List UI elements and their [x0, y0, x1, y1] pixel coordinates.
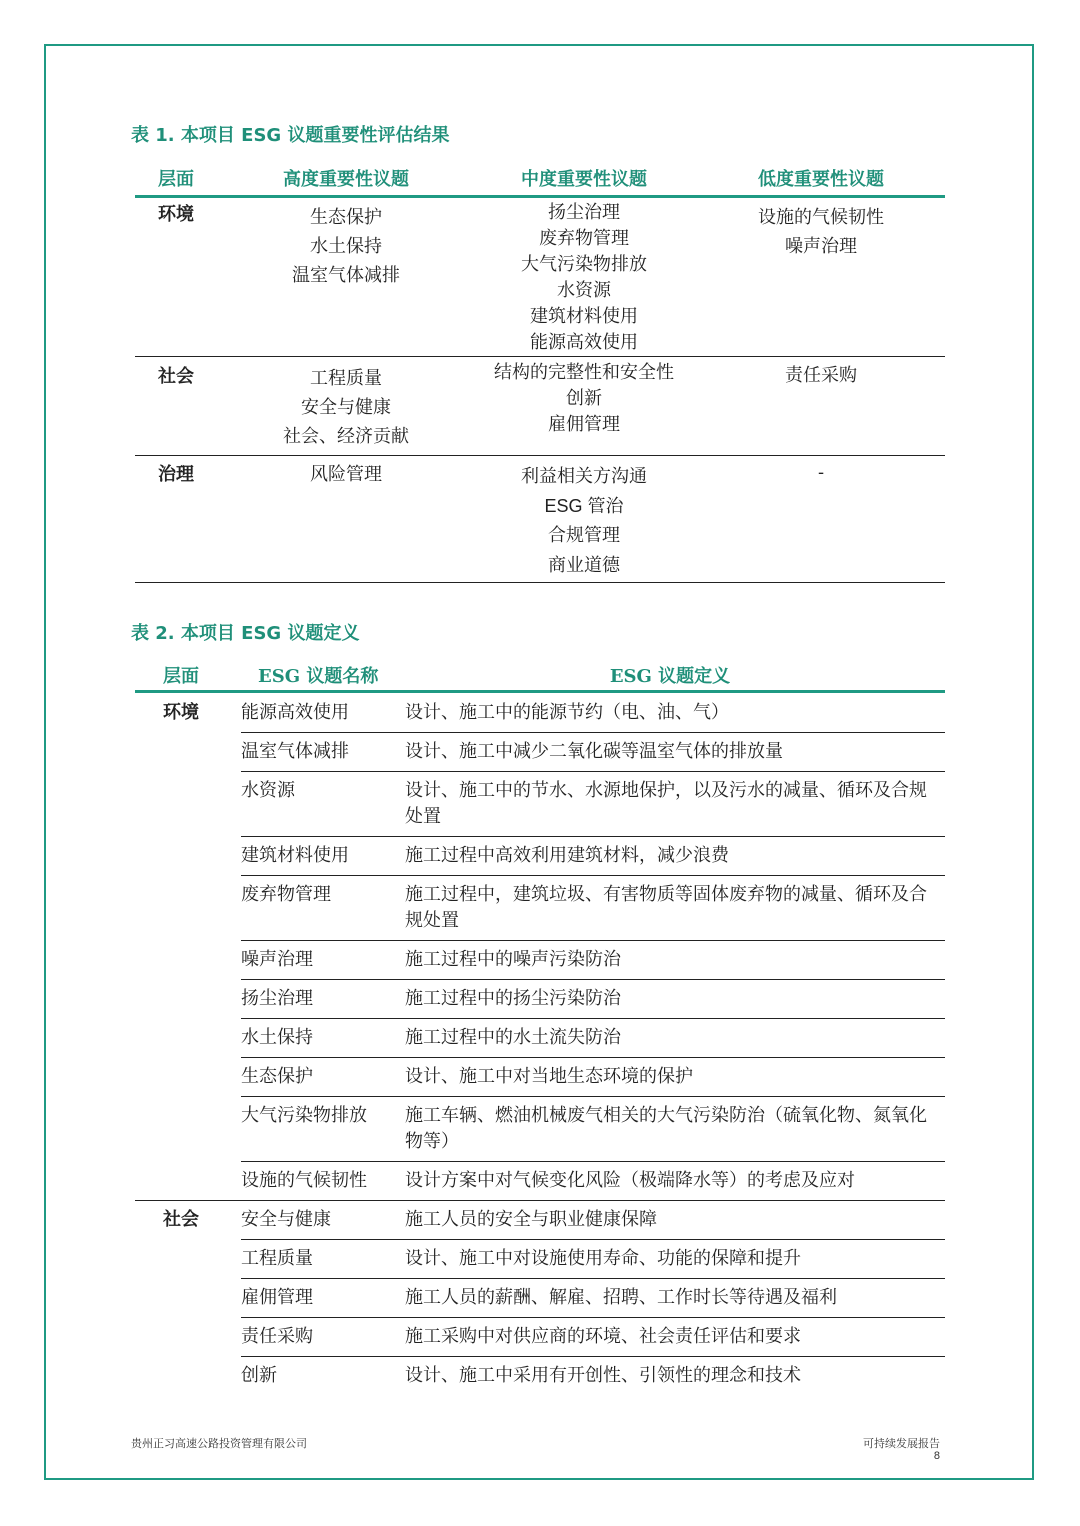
- t2-topic-definition: 设计、施工中对设施使用寿命、功能的保障和提升: [405, 1248, 801, 1269]
- t2-row-divider: [241, 1278, 945, 1279]
- t1-row-divider: [135, 356, 945, 357]
- t1-header-dimension: 层面: [158, 169, 194, 190]
- topic: 雇佣管理: [548, 414, 620, 435]
- t2-topic-definition: 施工人员的安全与职业健康保障: [405, 1209, 657, 1230]
- t2-topic-definition: 施工过程中的水土流失防治: [405, 1027, 621, 1048]
- topic: 商业道德: [548, 554, 620, 576]
- t2-row-divider: [241, 1161, 945, 1162]
- t2-topic-name: 生态保护: [241, 1066, 313, 1087]
- t2-topic-definition: 施工过程中高效利用建筑材料，减少浪费: [405, 845, 729, 866]
- t2-topic-name: 责任采购: [241, 1326, 313, 1347]
- t2-row-divider: [241, 771, 945, 772]
- t1-header-rule: [135, 195, 945, 198]
- topic: 工程质量: [310, 368, 382, 389]
- t1-high-cell: [246, 364, 446, 451]
- topic: 扬尘治理: [548, 202, 620, 223]
- t2-dimension: 社会: [163, 1209, 199, 1230]
- t2-row-divider: [241, 1317, 945, 1318]
- table1-caption: 表 1. 本项目 ESG 议题重要性评估结果: [131, 125, 450, 146]
- t2-row-divider: [241, 940, 945, 941]
- t2-topic-name: 创新: [241, 1365, 277, 1386]
- t2-topic-definition: 设计、施工中采用有开创性、引领性的理念和技术: [405, 1365, 801, 1386]
- t1-header-low: 低度重要性议题: [758, 169, 884, 190]
- t1-dimension: 环境: [158, 204, 194, 225]
- t2-topic-definition: 施工过程中的扬尘污染防治: [405, 988, 621, 1009]
- t2-topic-name: 扬尘治理: [241, 988, 313, 1009]
- t2-topic-name: 水资源: [241, 780, 295, 801]
- t2-topic-name: 雇佣管理: [241, 1287, 313, 1308]
- topic: 社会、经济贡献: [283, 426, 409, 447]
- t1-low-cell: [721, 363, 921, 389]
- t1-medium-cell: [484, 462, 684, 580]
- t2-topic-name: 设施的气候韧性: [241, 1170, 367, 1191]
- page-number: 8: [933, 1450, 940, 1462]
- t2-row-divider: [241, 732, 945, 733]
- t1-row-divider: [135, 455, 945, 456]
- t2-topic-name: 建筑材料使用: [241, 845, 349, 866]
- topic: 利益相关方沟通: [521, 466, 647, 487]
- t2-section-divider: [135, 1200, 945, 1201]
- t1-low-cell: [721, 460, 921, 486]
- t2-row-divider: [241, 1356, 945, 1357]
- t2-row-divider: [241, 875, 945, 876]
- topic: 噪声治理: [785, 236, 857, 257]
- topic: 大气污染物排放: [521, 254, 647, 275]
- t2-header-rule: [135, 690, 945, 693]
- t1-dimension: 社会: [158, 366, 194, 387]
- t2-topic-definition: 施工人员的薪酬、解雇、招聘、工作时长等待遇及福利: [405, 1287, 837, 1308]
- t1-medium-cell: [484, 360, 684, 438]
- topic: 责任采购: [785, 365, 857, 386]
- t2-topic-name: 噪声治理: [241, 949, 313, 970]
- t2-topic-name: 安全与健康: [241, 1209, 331, 1230]
- topic: 设施的气候韧性: [758, 207, 884, 228]
- t2-row-divider: [241, 979, 945, 980]
- t1-medium-cell: [484, 200, 684, 356]
- t1-dimension: 治理: [158, 464, 194, 485]
- t2-topic-name: 废弃物管理: [241, 884, 331, 905]
- footer-company: 贵州正习高速公路投资管理有限公司: [131, 1437, 307, 1450]
- t2-topic-definition: 设计、施工中的节水、水源地保护，以及污水的减量、循环及合规处置: [405, 780, 927, 827]
- t2-header-name: ESG 议题名称: [258, 666, 379, 687]
- topic: 结构的完整性和安全性: [494, 362, 674, 383]
- topic: 风险管理: [310, 464, 382, 485]
- t2-topic-name: 大气污染物排放: [241, 1105, 367, 1126]
- t1-header-medium: 中度重要性议题: [521, 169, 647, 190]
- t1-high-cell: [246, 203, 446, 290]
- topic: 创新: [566, 388, 602, 409]
- t2-topic-definition: 设计、施工中对当地生态环境的保护: [405, 1066, 693, 1087]
- t2-topic-definition: 施工过程中的噪声污染防治: [405, 949, 621, 970]
- topic: ESG 管治: [544, 495, 624, 516]
- t2-topic-definition: 施工采购中对供应商的环境、社会责任评估和要求: [405, 1326, 801, 1347]
- t2-header-definition: ESG 议题定义: [609, 666, 731, 687]
- t2-topic-name: 水土保持: [241, 1027, 313, 1048]
- topic: 水资源: [557, 280, 611, 301]
- t2-row-divider: [241, 1018, 945, 1019]
- t1-bottom-rule: [135, 582, 945, 583]
- t1-header-high: 高度重要性议题: [283, 169, 409, 190]
- t2-topic-definition: 设计、施工中的能源节约（电、油、气）: [405, 702, 729, 723]
- t2-header-dimension: 层面: [163, 666, 199, 687]
- t2-row-divider: [241, 1096, 945, 1097]
- topic: -: [817, 462, 825, 483]
- t2-topic-definition: 设计方案中对气候变化风险（极端降水等）的考虑及应对: [405, 1170, 855, 1191]
- t2-row-divider: [241, 836, 945, 837]
- t2-topic-name: 能源高效使用: [241, 702, 349, 723]
- topic: 废弃物管理: [539, 228, 629, 249]
- t1-high-cell: [246, 462, 446, 488]
- t2-topic-name: 工程质量: [241, 1248, 313, 1269]
- topic: 安全与健康: [301, 397, 391, 418]
- t2-topic-name: 温室气体减排: [241, 741, 349, 762]
- t2-row-divider: [241, 1239, 945, 1240]
- topic: 温室气体减排: [292, 265, 400, 286]
- footer-report-title: 可持续发展报告: [863, 1437, 940, 1450]
- topic: 水土保持: [310, 236, 382, 257]
- t2-topic-definition: 施工车辆、燃油机械废气相关的大气污染防治（硫氧化物、氮氧化物等）: [405, 1105, 927, 1152]
- t2-dimension: 环境: [163, 702, 199, 723]
- topic: 生态保护: [310, 207, 382, 228]
- topic: 建筑材料使用: [530, 306, 638, 327]
- topic: 合规管理: [548, 525, 620, 546]
- t2-topic-definition: 设计、施工中减少二氧化碳等温室气体的排放量: [405, 741, 783, 762]
- table2-caption: 表 2. 本项目 ESG 议题定义: [131, 623, 360, 644]
- t2-topic-definition: 施工过程中，建筑垃圾、有害物质等固体废弃物的减量、循环及合规处置: [405, 884, 927, 931]
- t2-row-divider: [241, 1057, 945, 1058]
- topic: 能源高效使用: [530, 332, 638, 353]
- t1-low-cell: [721, 203, 921, 261]
